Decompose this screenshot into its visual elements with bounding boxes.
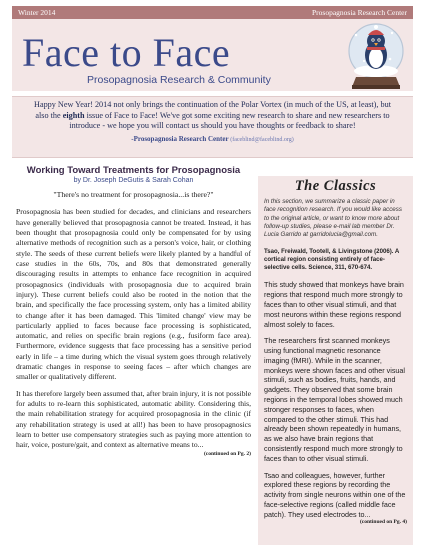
classics-paragraph: Tsao and colleagues, however, further explored these regions by recording the activity from single neurons within one of the face-selective regions (called middle face patch). They used electrodes to...	[264, 470, 406, 519]
intro-text-part: Happy New Year! 2014 not only brings the continuation of the Polar Vortex (in much of the US, at least), but also the	[34, 100, 391, 120]
organization-name: Prosopagnosia Research Center	[312, 8, 407, 17]
issue-date: Winter 2014	[18, 8, 56, 17]
classics-heading: The Classics	[294, 178, 377, 194]
classics-paragraph: The researchers first scanned monkeys using functional magnetic resonance imaging (fMRI). While in the scanner, monkeys were shown faces and other visual stimuli, such as bodies, fruits, hands, and gadgets. They observed that some brain regions in the temporal lobes showed much stronger responses to faces, when compared to the other stimuli. This had already been shown repeatedly in humans, as we also have brain regions that consistently respond much more strongly to faces than to other visual stimuli.	[264, 336, 406, 463]
penguin-in-snow-globe-icon	[342, 21, 410, 91]
article-byline: by Dr. Joseph DeGutis & Sarah Cohan	[73, 177, 194, 185]
intro-text-emphasis: eighth	[62, 110, 85, 120]
article-pull-quote: "There's no treatment for prosopagnosia...is there?"	[53, 190, 214, 200]
classics-sidebar	[258, 176, 413, 545]
article-paragraph: Prosopagnosia has been studied for decades, and clinicians and researchers have generally believed that prosopagnosia cannot be treated. Instead, it has been thought that prosopagnosia could only be compensated for by using alternative methods of recognition such as a person's voice, hair, or clothing style. The seeds of these current beliefs were likely planted by a handful of case studies in the 60s, 70s, and 80s that demonstrated generally discouraging results in attempts to enhance face recognition in acquired prosopagnosics (individuals with prosopagnosia due to acquired brain injury). These current beliefs could also be rooted in the notion that the brain, and specifically the face processing system, only has a limited ability to change after it has been damaged. This 'limited change' view may be particularly applied to faces because face processing is sophisticated, automatic, and relies on specific brain regions (e.g., fusiform face area). Furthermore, evidence suggests that face processing has a sensitive period early in life – a time during which the visual system goes through relatively dramatic changes in response to seeing faces – after which changes are smaller or qualitatively different.	[16, 207, 251, 382]
intro-message	[12, 96, 413, 158]
masthead	[12, 19, 413, 91]
article-title: Working Toward Treatments for Prosopagnosia	[26, 165, 241, 176]
intro-text	[28, 100, 397, 132]
article-continued-note: (continued on Pg. 2)	[203, 450, 251, 457]
classics-intro: In this section, we summarize a classic paper in face recognition research. If you would like access to the original article, or want to know more about follow-up studies, please e-mail lab member Dr. Lucia Garrido at garridolucia@gmail.com.	[264, 198, 402, 239]
classics-paragraph: This study showed that monkeys have brain regions that respond much more strongly to faces than to other visual stimuli, and that most neurons within these regions respond almost solely to faces.	[264, 280, 404, 329]
classics-body	[264, 280, 407, 519]
feature-article	[16, 165, 251, 457]
classics-continued-note: (continued on Pg. 4)	[359, 519, 407, 526]
newsletter-title: Face to Face	[22, 30, 231, 75]
intro-text-part: issue of Face to Face! We've got some exciting new research to share and new researchers to introduce - we hope you will contact us should you have thoughts or feedback to share!	[69, 110, 390, 131]
contact-email[interactable]: (faceblind@faceblind.org)	[230, 136, 294, 143]
classics-reference: Tsao, Freiwald, Tootell, & Livingstone (2006). A cortical region consisting entirely of face-selective cells. Science, 311, 670-674.	[264, 247, 400, 272]
issue-banner	[12, 6, 413, 19]
newsletter-subtitle: Prosopagnosia Research & Community	[87, 74, 271, 86]
intro-signature	[28, 135, 397, 145]
article-paragraph: It has therefore largely been assumed that, after brain injury, it is not possible for adults to re-learn this sophisticated, automatic ability. Considering this, the main rehabilitation strategy for acquired prosopagnosia in the clinic (if any rehabilitation strategy is used at all!) has been to have prosopagnosics learn to better use compensatory strategies such as paying more attention to hair, voice, posture/gait, and context as alternative means to...	[16, 388, 251, 450]
signature-text: -Prosopagnosia Research Center	[131, 134, 229, 143]
article-body	[16, 207, 251, 450]
